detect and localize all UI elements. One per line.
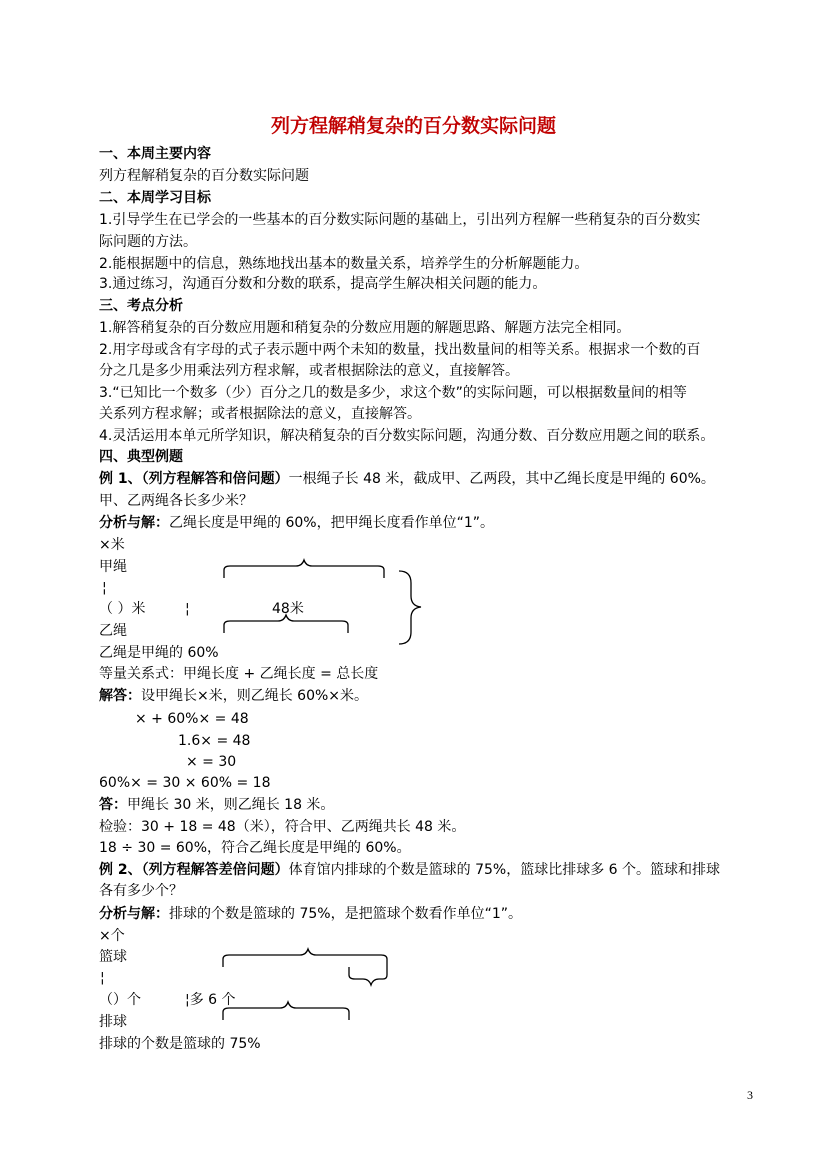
section-3-item-3b: 关系列方程求解；或者根据除法的意义，直接解答。	[99, 406, 421, 422]
basketball-brace	[223, 949, 387, 967]
diagram-1-x-label: ×米	[99, 537, 125, 553]
diagram-1-bar-2: ¦	[185, 601, 190, 617]
example-2-question-text: 体育馆内排球的个数是篮球的 75%，篮球比排球多 6 个。篮球和排球	[288, 862, 720, 878]
difference-brace	[349, 967, 387, 985]
section-2-item-3: 3.通过练习，沟通百分数和分数的联系，提高学生解决相关问题的能力。	[99, 276, 547, 292]
example-2-label: 例 2、（列方程解答差倍问题）	[99, 862, 289, 878]
example-2-question-2: 各有多少个？	[99, 883, 183, 899]
section-3-item-4: 4.灵活运用本单元所学知识，解决稍复杂的百分数实际问题，沟通分数、百分数应用题之间的联系。	[99, 428, 715, 444]
section-3-item-2a: 2.用字母或含有字母的式子表示题中两个未知的数量，找出数量间的相等关系。根据求一个数的百	[99, 342, 701, 358]
example-1-question-text: 一根绳子长 48 米，截成甲、乙两段，其中乙绳长度是甲绳的 60%。	[288, 471, 715, 487]
check-2: 18 ÷ 30 = 60%，符合乙绳长度是甲绳的 60%。	[99, 840, 411, 856]
equation-3: × = 30	[186, 754, 237, 770]
example-2-question	[99, 861, 720, 879]
diagram-2-note: 排球的个数是篮球的 75%	[99, 1036, 261, 1052]
diagram-1-jia-label: 甲绳	[99, 559, 127, 575]
equal-relation: 等量关系式：甲绳长度 + 乙绳长度 = 总长度	[99, 666, 379, 682]
analysis-text-2: 排球的个数是篮球的 75%，是把篮球个数看作单位“1”。	[169, 906, 522, 922]
section-3-item-1: 1.解答稍复杂的百分数应用题和稍复杂的分数应用题的解题思路、解题方法完全相同。	[99, 320, 631, 336]
diagram-1-blank-label: （ ）米	[99, 601, 146, 617]
check-1: 检验：30 + 18 = 48（米），符合甲、乙两绳共长 48 米。	[99, 819, 466, 835]
diagram-1-total-label: 48米	[272, 601, 304, 617]
answer-text: 设甲绳长×米，则乙绳长 60%×米。	[141, 688, 369, 704]
diagram-2-lan-label: 篮球	[99, 949, 127, 965]
diagram-2-bar: ¦	[100, 970, 105, 986]
section-2-item-1b: 际问题的方法。	[99, 234, 197, 250]
diagram-2-x-label: ×个	[99, 928, 125, 944]
volleyball-brace	[223, 1002, 349, 1020]
diagram-2-blank-label: （）个	[99, 992, 141, 1008]
section-3-item-2b: 分之几是多少用乘法列方程求解，或者根据除法的意义，直接解答。	[99, 363, 519, 379]
diagram-1-yi-label: 乙绳	[99, 623, 127, 639]
answer-label: 解答：	[99, 688, 141, 704]
section-3-item-3a: 3.“已知比一个数多（少）百分之几的数是多少，求这个数”的实际问题，可以根据数量间的相等	[99, 385, 687, 401]
section-1-heading: 一、本周主要内容	[99, 146, 211, 162]
document-title: 列方程解稍复杂的百分数实际问题	[270, 115, 556, 137]
example-1-question-2: 甲、乙两绳各长多少米？	[99, 493, 253, 509]
example-2-analysis	[99, 905, 522, 923]
example-1-answer	[99, 687, 368, 705]
result-text: 甲绳长 30 米，则乙绳长 18 米。	[127, 797, 335, 813]
yi-rope-brace	[224, 615, 348, 633]
section-2-item-1a: 1.引导学生在已学会的一些基本的百分数实际问题的基础上，引出列方程解一些稍复杂的百分数实	[99, 212, 701, 228]
analysis-label-2: 分析与解：	[99, 906, 169, 922]
example-1-label: 例 1、（列方程解答和倍问题）	[99, 471, 289, 487]
section-2-item-2: 2.能根据题中的信息，熟练地找出基本的数量关系，培养学生的分析解题能力。	[99, 256, 589, 272]
analysis-label: 分析与解：	[99, 515, 169, 531]
equation-1: × + 60%× = 48	[135, 711, 249, 727]
equation-2: 1.6× = 48	[178, 733, 251, 749]
example-1-result	[99, 796, 334, 814]
jia-rope-brace	[224, 560, 384, 578]
section-3-heading: 三、考点分析	[99, 298, 183, 314]
diagram-2-more-label: ¦多 6 个	[185, 992, 236, 1008]
section-1-text: 列方程解稍复杂的百分数实际问题	[99, 168, 309, 184]
diagram-2-pai-label: 排球	[99, 1014, 127, 1030]
section-4-heading: 四、典型例题	[99, 449, 183, 465]
diagram-1-note: 乙绳是甲绳的 60%	[99, 645, 219, 661]
result-label: 答：	[99, 797, 127, 813]
section-2-heading: 二、本周学习目标	[99, 190, 211, 206]
page-number: 3	[747, 1088, 753, 1102]
total-brace	[399, 571, 421, 644]
diagram-1-bar: ¦	[102, 580, 107, 596]
analysis-text: 乙绳长度是甲绳的 60%，把甲绳长度看作单位“1”。	[169, 515, 494, 531]
equation-4: 60%× = 30 × 60% = 18	[99, 775, 271, 791]
